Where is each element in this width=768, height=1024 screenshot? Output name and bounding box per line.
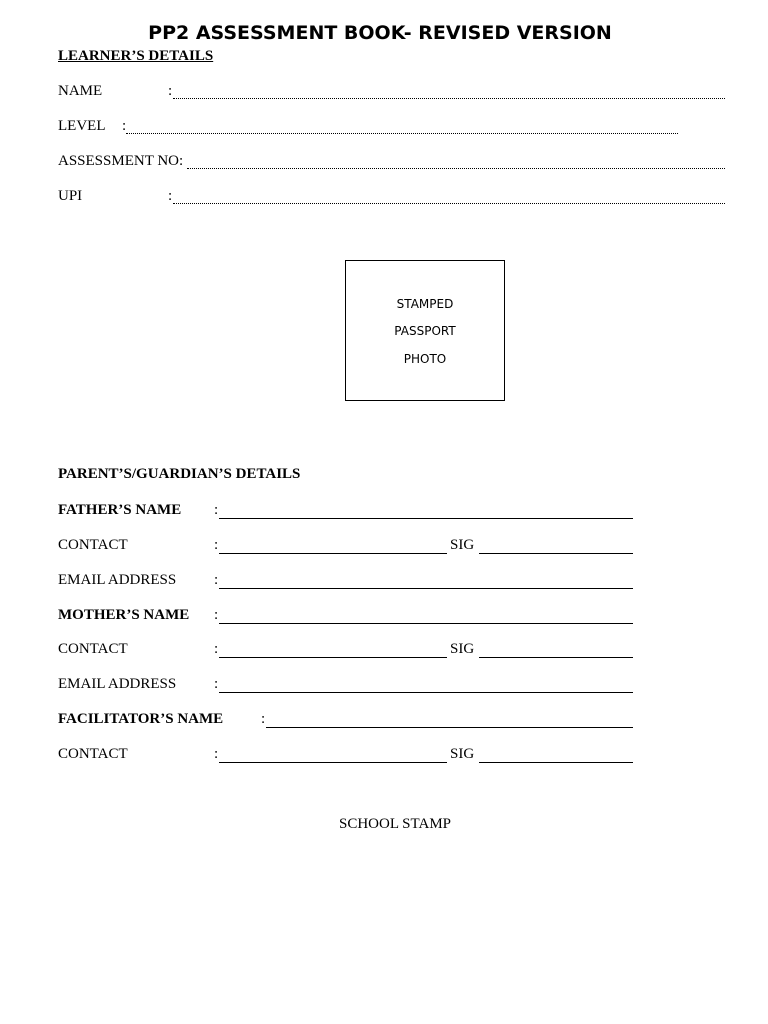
- photo-label-line2: PASSPORT: [394, 324, 456, 338]
- father-email-label: EMAIL ADDRESS: [58, 572, 177, 588]
- learner-assessment-row: [58, 153, 726, 173]
- assessment-no-field[interactable]: [187, 168, 725, 169]
- facilitator-contact-row: [58, 746, 634, 766]
- mother-name-label: MOTHER’S NAME: [58, 607, 190, 623]
- facilitator-contact-colon: :: [214, 746, 219, 762]
- document-title: PP2 ASSESSMENT BOOK- REVISED VERSION: [148, 22, 612, 44]
- mother-name-colon: :: [214, 607, 219, 623]
- upi-label: UPI: [58, 188, 83, 204]
- mother-name-field[interactable]: [219, 623, 633, 624]
- photo-label-line1: STAMPED: [396, 297, 454, 311]
- level-field[interactable]: [126, 133, 678, 134]
- name-colon: :: [168, 83, 173, 99]
- mother-contact-field[interactable]: [219, 657, 447, 658]
- father-email-row: [58, 572, 634, 592]
- learner-upi-row: [58, 188, 726, 208]
- father-email-field[interactable]: [219, 588, 633, 589]
- mother-contact-row: [58, 641, 634, 661]
- father-name-label: FATHER’S NAME: [58, 502, 182, 518]
- mother-sig-label: SIG: [450, 641, 475, 657]
- father-contact-label: CONTACT: [58, 537, 128, 553]
- mother-email-field[interactable]: [219, 692, 633, 693]
- facilitator-name-field[interactable]: [266, 727, 633, 728]
- school-stamp-label: SCHOOL STAMP: [338, 816, 452, 832]
- father-email-colon: :: [214, 572, 219, 588]
- father-name-colon: :: [214, 502, 219, 518]
- facilitator-sig-field[interactable]: [479, 762, 633, 763]
- facilitator-contact-field[interactable]: [219, 762, 447, 763]
- mother-contact-colon: :: [214, 641, 219, 657]
- level-colon: :: [122, 118, 127, 134]
- mother-name-row: [58, 607, 634, 627]
- facilitator-sig-label: SIG: [450, 746, 475, 762]
- mother-contact-label: CONTACT: [58, 641, 128, 657]
- father-contact-field[interactable]: [219, 553, 447, 554]
- facilitator-name-colon: :: [261, 711, 266, 727]
- learner-details-heading: LEARNER’S DETAILS: [58, 48, 214, 64]
- mother-email-row: [58, 676, 634, 696]
- upi-field[interactable]: [173, 203, 725, 204]
- father-contact-row: [58, 537, 634, 557]
- facilitator-name-row: [58, 711, 634, 731]
- father-name-field[interactable]: [219, 518, 633, 519]
- facilitator-name-label: FACILITATOR’S NAME: [58, 711, 224, 727]
- level-label: LEVEL: [58, 118, 106, 134]
- mother-sig-field[interactable]: [479, 657, 633, 658]
- learner-level-row: [58, 118, 726, 138]
- passport-photo-box: [345, 260, 505, 401]
- name-field[interactable]: [173, 98, 725, 99]
- learner-name-row: [58, 83, 726, 103]
- father-sig-label: SIG: [450, 537, 475, 553]
- facilitator-contact-label: CONTACT: [58, 746, 128, 762]
- mother-email-colon: :: [214, 676, 219, 692]
- father-name-row: [58, 502, 634, 522]
- name-label: NAME: [58, 83, 103, 99]
- father-sig-field[interactable]: [479, 553, 633, 554]
- assessment-no-label: ASSESSMENT NO:: [58, 153, 184, 169]
- father-contact-colon: :: [214, 537, 219, 553]
- guardian-details-heading: PARENT’S/GUARDIAN’S DETAILS: [58, 466, 301, 482]
- upi-colon: :: [168, 188, 173, 204]
- mother-email-label: EMAIL ADDRESS: [58, 676, 177, 692]
- photo-label-line3: PHOTO: [403, 352, 447, 366]
